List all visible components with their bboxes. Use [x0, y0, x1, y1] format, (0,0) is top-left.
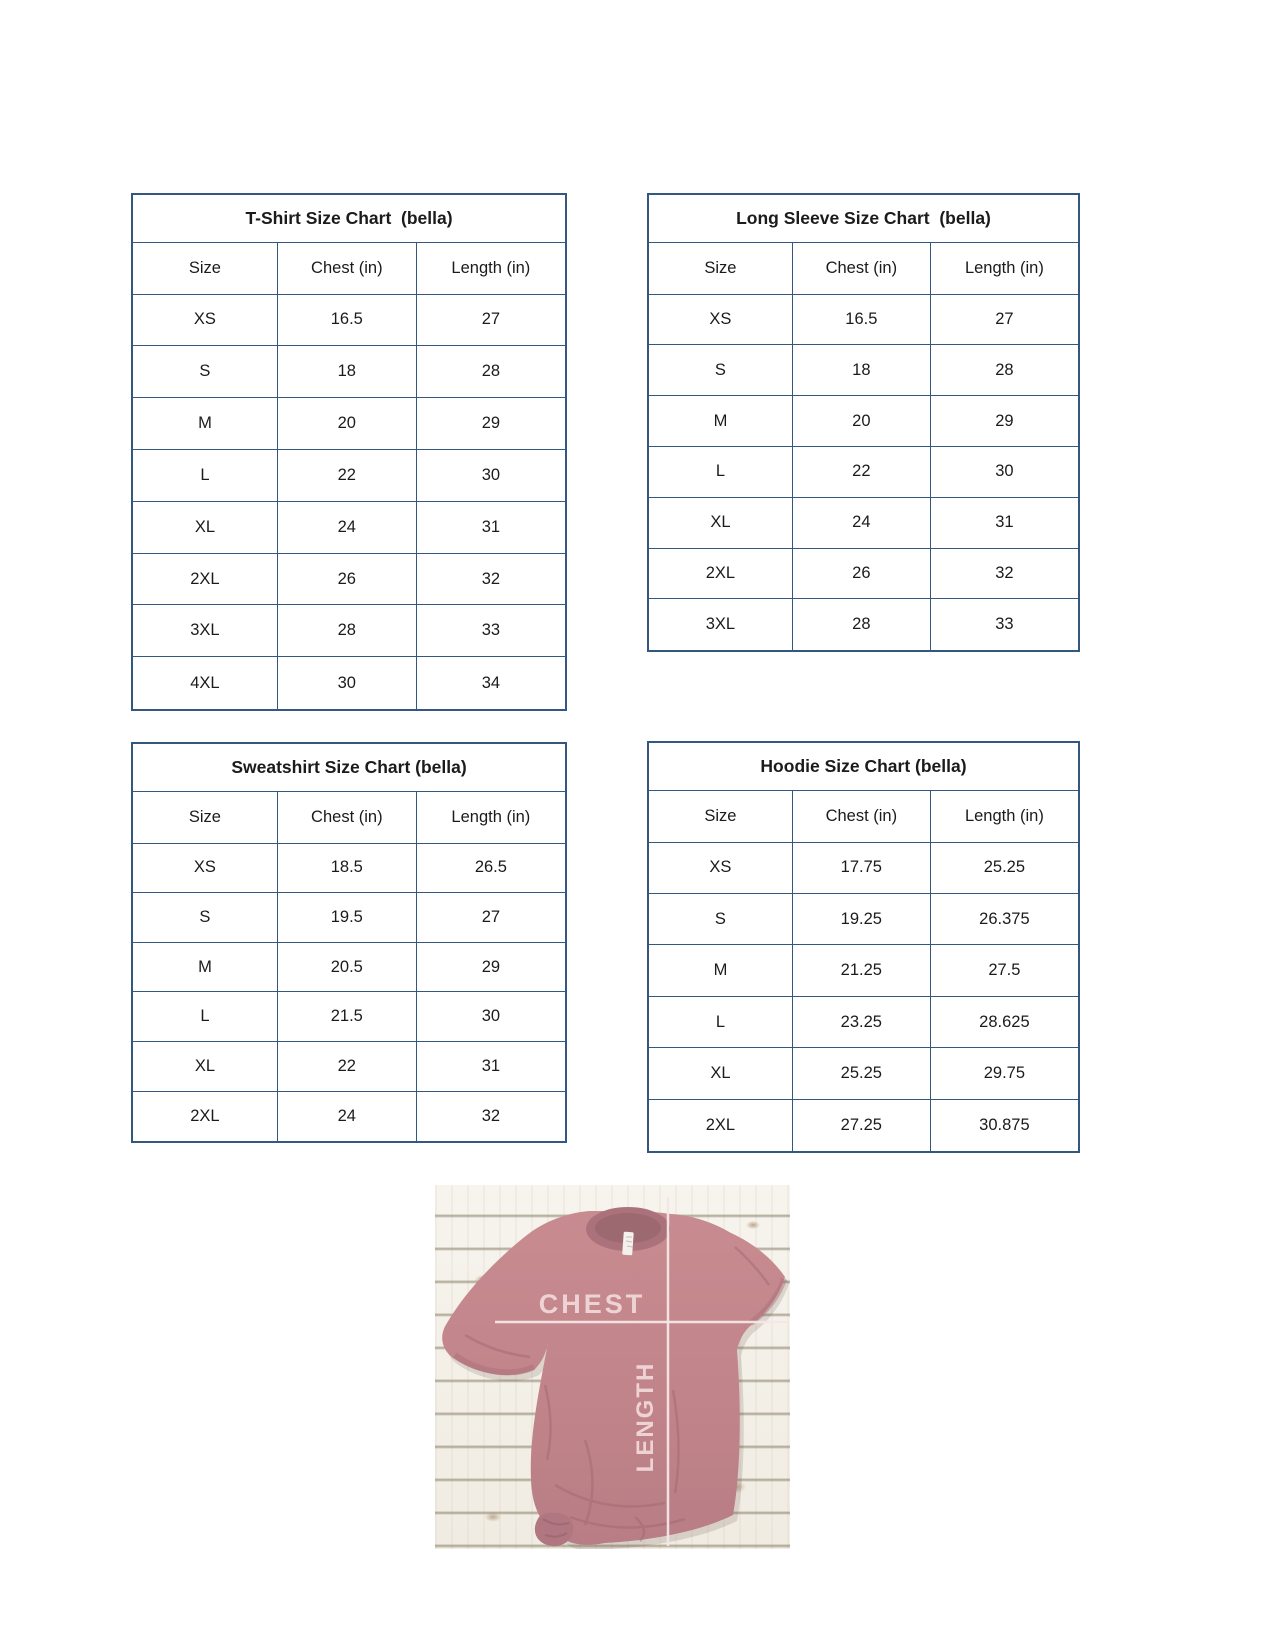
length-cell: 30 — [416, 449, 566, 501]
size-cell: XS — [648, 842, 792, 893]
chest-cell: 22 — [277, 449, 416, 501]
size-cell: XL — [132, 501, 277, 553]
size-row — [132, 843, 566, 893]
size-cell: XL — [648, 497, 792, 548]
table-header-row — [648, 790, 1079, 842]
hem-knot — [535, 1513, 573, 1547]
size-row — [648, 548, 1079, 599]
table-title-row — [648, 194, 1079, 242]
length-cell: 28 — [930, 345, 1079, 396]
chest-cell: 24 — [792, 497, 930, 548]
size-cell: S — [132, 893, 277, 943]
size-row — [132, 1091, 566, 1142]
size-cell: 3XL — [132, 605, 277, 657]
chest-cell: 21.25 — [792, 945, 930, 996]
chest-cell: 18 — [277, 346, 416, 398]
chest-cell: 16.5 — [277, 294, 416, 346]
size-row — [132, 346, 566, 398]
column-header: Length (in) — [930, 242, 1079, 294]
column-header: Size — [132, 791, 277, 843]
tshirt-size-chart-table — [131, 193, 567, 711]
column-header: Size — [132, 242, 277, 294]
chest-cell: 24 — [277, 1091, 416, 1142]
chest-cell: 21.5 — [277, 992, 416, 1042]
size-row — [648, 446, 1079, 497]
length-label: LENGTH — [632, 1361, 659, 1473]
size-cell: M — [132, 942, 277, 992]
size-row — [648, 996, 1079, 1047]
chest-cell: 23.25 — [792, 996, 930, 1047]
table-title: Long Sleeve Size Chart (bella) — [648, 194, 1079, 242]
chest-cell: 25.25 — [792, 1048, 930, 1099]
length-cell: 31 — [416, 1042, 566, 1092]
size-row — [132, 657, 566, 710]
chest-cell: 20.5 — [277, 942, 416, 992]
size-row — [648, 345, 1079, 396]
size-row — [132, 501, 566, 553]
length-cell: 32 — [930, 548, 1079, 599]
size-row — [648, 945, 1079, 996]
long-sleeve-size-chart-table — [647, 193, 1080, 652]
chest-cell: 26 — [792, 548, 930, 599]
size-row — [648, 497, 1079, 548]
column-header: Chest (in) — [792, 242, 930, 294]
size-row — [132, 294, 566, 346]
size-row — [648, 294, 1079, 345]
chest-cell: 28 — [792, 599, 930, 651]
chest-cell: 30 — [277, 657, 416, 710]
column-header: Length (in) — [416, 242, 566, 294]
length-cell: 30 — [416, 992, 566, 1042]
size-cell: XS — [132, 294, 277, 346]
chest-cell: 27.25 — [792, 1099, 930, 1152]
chest-cell: 22 — [277, 1042, 416, 1092]
size-cell: M — [648, 396, 792, 447]
size-cell: XL — [132, 1042, 277, 1092]
size-row — [648, 1048, 1079, 1099]
size-row — [648, 396, 1079, 447]
length-cell: 32 — [416, 553, 566, 605]
chest-cell: 20 — [792, 396, 930, 447]
size-cell: S — [132, 346, 277, 398]
length-cell: 26.375 — [930, 893, 1079, 944]
length-cell: 29 — [416, 942, 566, 992]
length-cell: 27 — [416, 294, 566, 346]
collar-tag — [622, 1232, 634, 1256]
size-cell: M — [132, 398, 277, 450]
size-cell: 2XL — [648, 1099, 792, 1152]
table-title: Sweatshirt Size Chart (bella) — [132, 743, 566, 791]
size-cell: XS — [648, 294, 792, 345]
chest-cell: 22 — [792, 446, 930, 497]
tshirt-measurement-graphic — [435, 1185, 790, 1549]
column-header: Length (in) — [416, 791, 566, 843]
hoodie-size-chart-table — [647, 741, 1080, 1153]
chest-cell: 20 — [277, 398, 416, 450]
chest-cell: 19.5 — [277, 893, 416, 943]
table-header-row — [132, 791, 566, 843]
size-cell: XL — [648, 1048, 792, 1099]
chest-cell: 19.25 — [792, 893, 930, 944]
tshirt-measurement-photo — [435, 1185, 790, 1549]
size-row — [648, 842, 1079, 893]
table-title-row — [132, 743, 566, 791]
chest-cell: 17.75 — [792, 842, 930, 893]
size-row — [132, 449, 566, 501]
column-header: Chest (in) — [277, 242, 416, 294]
table-header-row — [648, 242, 1079, 294]
length-cell: 28 — [416, 346, 566, 398]
size-row — [132, 398, 566, 450]
column-header: Length (in) — [930, 790, 1079, 842]
chest-cell: 24 — [277, 501, 416, 553]
size-row — [132, 605, 566, 657]
size-cell: 3XL — [648, 599, 792, 651]
column-header: Size — [648, 242, 792, 294]
length-cell: 33 — [930, 599, 1079, 651]
length-cell: 30 — [930, 446, 1079, 497]
size-cell: L — [132, 992, 277, 1042]
column-header: Chest (in) — [277, 791, 416, 843]
table-title: T-Shirt Size Chart (bella) — [132, 194, 566, 242]
table-title: Hoodie Size Chart (bella) — [648, 742, 1079, 790]
length-cell: 33 — [416, 605, 566, 657]
length-cell: 25.25 — [930, 842, 1079, 893]
size-row — [132, 893, 566, 943]
length-cell: 26.5 — [416, 843, 566, 893]
column-header: Chest (in) — [792, 790, 930, 842]
size-cell: L — [648, 996, 792, 1047]
size-row — [132, 1042, 566, 1092]
size-cell: 2XL — [648, 548, 792, 599]
length-cell: 29.75 — [930, 1048, 1079, 1099]
length-cell: 27 — [930, 294, 1079, 345]
size-cell: 2XL — [132, 1091, 277, 1142]
table-header-row — [132, 242, 566, 294]
size-cell: L — [132, 449, 277, 501]
chest-cell: 18.5 — [277, 843, 416, 893]
size-row — [132, 553, 566, 605]
length-cell: 31 — [930, 497, 1079, 548]
size-row — [648, 1099, 1079, 1152]
chest-cell: 16.5 — [792, 294, 930, 345]
length-cell: 30.875 — [930, 1099, 1079, 1152]
chest-label: CHEST — [538, 1289, 646, 1319]
chest-cell: 18 — [792, 345, 930, 396]
length-cell: 31 — [416, 501, 566, 553]
length-cell: 34 — [416, 657, 566, 710]
size-row — [648, 599, 1079, 651]
length-cell: 28.625 — [930, 996, 1079, 1047]
size-row — [132, 992, 566, 1042]
chest-cell: 26 — [277, 553, 416, 605]
column-header: Size — [648, 790, 792, 842]
length-cell: 29 — [416, 398, 566, 450]
size-row — [648, 893, 1079, 944]
length-cell: 32 — [416, 1091, 566, 1142]
table-title-row — [648, 742, 1079, 790]
chest-cell: 28 — [277, 605, 416, 657]
sweatshirt-size-chart-table — [131, 742, 567, 1143]
length-cell: 27.5 — [930, 945, 1079, 996]
size-cell: S — [648, 345, 792, 396]
size-cell: 4XL — [132, 657, 277, 710]
size-cell: XS — [132, 843, 277, 893]
size-row — [132, 942, 566, 992]
size-cell: S — [648, 893, 792, 944]
size-cell: L — [648, 446, 792, 497]
size-cell: 2XL — [132, 553, 277, 605]
size-cell: M — [648, 945, 792, 996]
table-title-row — [132, 194, 566, 242]
length-cell: 29 — [930, 396, 1079, 447]
length-cell: 27 — [416, 893, 566, 943]
